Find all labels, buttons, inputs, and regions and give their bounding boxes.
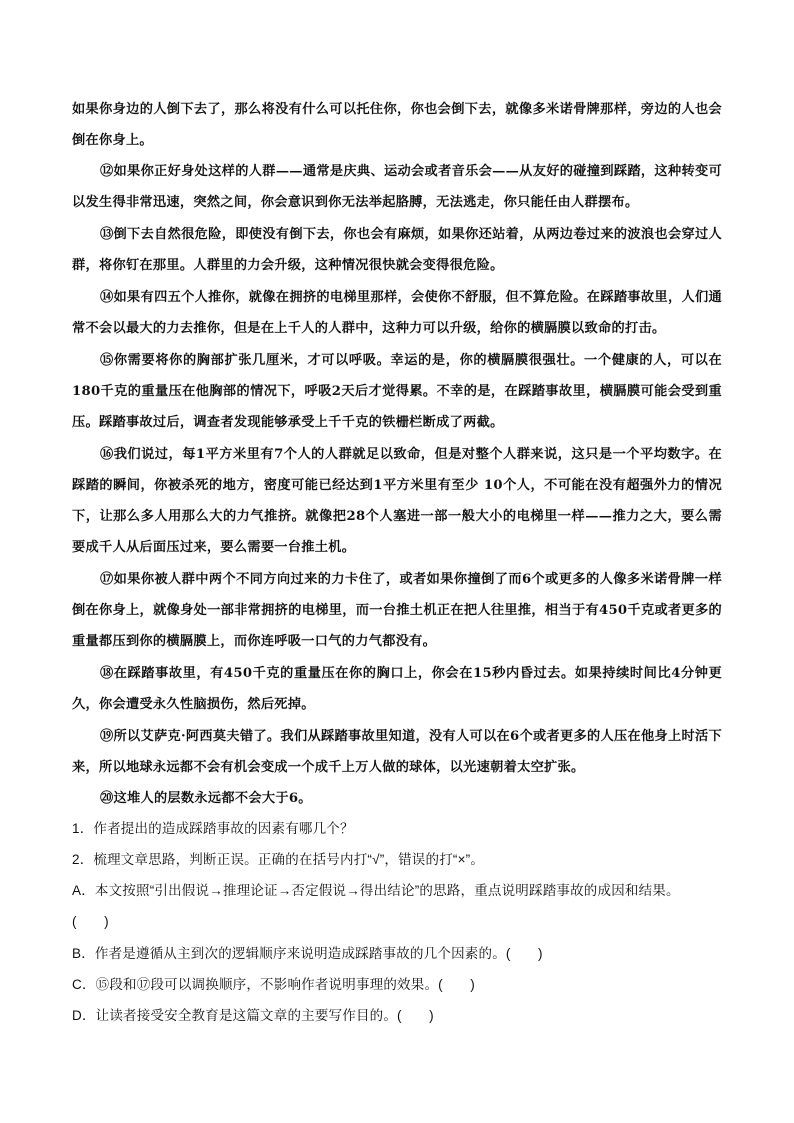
paragraph-12: ⑫如果你正好身处这样的人群——通常是庆典、运动会或者音乐会——从友好的碰撞到踩踏，这种转变可以发生得非常迅速，突然之间，你会意识到你无法举起胳膊，无法逃走，你只能任由人群摆布。	[72, 164, 722, 210]
paragraph-18: ⑱在踩踏事故里，有450千克的重量压在你的胸口上，你会在15秒内昏过去。如果持续时间比4分钟更久，你会遭受永久性脑损伤，然后死掉。	[72, 666, 722, 712]
paragraph-19: ⑲所以艾萨克·阿西莫夫错了。我们从踩踏事故里知道，没有人可以在6个或者更多的人压在他身上时活下来，所以地球永远都不会有机会变成一个成千上万人做的球体，以光速朝着太空扩张。	[72, 729, 722, 775]
question-2: 2．梳理文章思路，判断正误。正确的在括号内打“√”，错误的打“×”。	[72, 852, 485, 867]
paragraph-14: ⑭如果有四五个人推你，就像在拥挤的电梯里那样，会使你不舒服，但不算危险。在踩踏事故里，人们通常不会以最大的力去推你，但是在上千人的人群中，这种力可以升级，给你的横膈膜以致命的打击。	[72, 290, 722, 336]
paragraph-17: ⑰如果你被人群中两个不同方向过来的力卡住了，或者如果你撞倒了而6个或更多的人像多米诺骨牌一样倒在你身上，就像身处一部非常拥挤的电梯里，而一台推土机正在把人往里推，相当于有450千克或者更多的重量都压到你的横膈膜上，而你连呼吸一口气的力气都没有。	[72, 572, 722, 649]
question-2-option-d: D．让读者接受安全教育是这篇文章的主要写作目的。( )	[72, 1008, 434, 1023]
paragraph-20: ⑳这堆人的层数永远都不会大于6。	[100, 791, 312, 806]
question-2-option-c: C．⑮段和⑰段可以调换顺序，不影响作者说明事理的效果。( )	[72, 977, 475, 992]
option-a-answer-blank: ( )	[72, 914, 109, 929]
paragraph-11-continued: 如果你身边的人倒下去了，那么将没有什么可以托住你，你也会倒下去，就像多米诺骨牌那样，旁边的人也会倒在你身上。	[72, 102, 722, 148]
paragraph-16: ⑯我们说过，每1平方米里有7个人的人群就足以致命，但是对整个人群来说，这只是一个平均数字。在踩踏的瞬间，你被杀死的地方，密度可能已经达到1平方米里有至少 10个人，不可能在没有超强外力的情况下，让那么多人用那么大的力气推挤。就像把28个人塞进一部一般大小的电梯里一样——推力之大，要么需要成千人从后面压过来，要么需要一台推土机。	[72, 447, 722, 555]
question-2-option-b: B．作者是遵循从主到次的逻辑顺序来说明造成踩踏事故的几个因素的。( )	[72, 946, 543, 961]
question-2-option-a: A．本文按照“引出假说→推理论证→否定假说→得出结论”的思路，重点说明踩踏事故的成因和结果。	[72, 883, 680, 898]
paragraph-13: ⑬倒下去自然很危险，即使没有倒下去，你也会有麻烦，如果你还站着，从两边卷过来的波浪也会穿过人群，将你钉在那里。人群里的力会升级，这种情况很快就会变得很危险。	[72, 227, 722, 273]
question-1: 1．作者提出的造成踩踏事故的因素有哪几个？	[72, 821, 354, 836]
paragraph-15: ⑮你需要将你的胸部扩张几厘米，才可以呼吸。幸运的是，你的横膈膜很强壮。一个健康的人，可以在180千克的重量压在他胸部的情况下，呼吸2天后才觉得累。不幸的是，在踩踏事故里，横膈膜可能会受到重压。踩踏事故过后，调查者发现能够承受上千千克的铁栅栏断成了两截。	[72, 353, 722, 430]
